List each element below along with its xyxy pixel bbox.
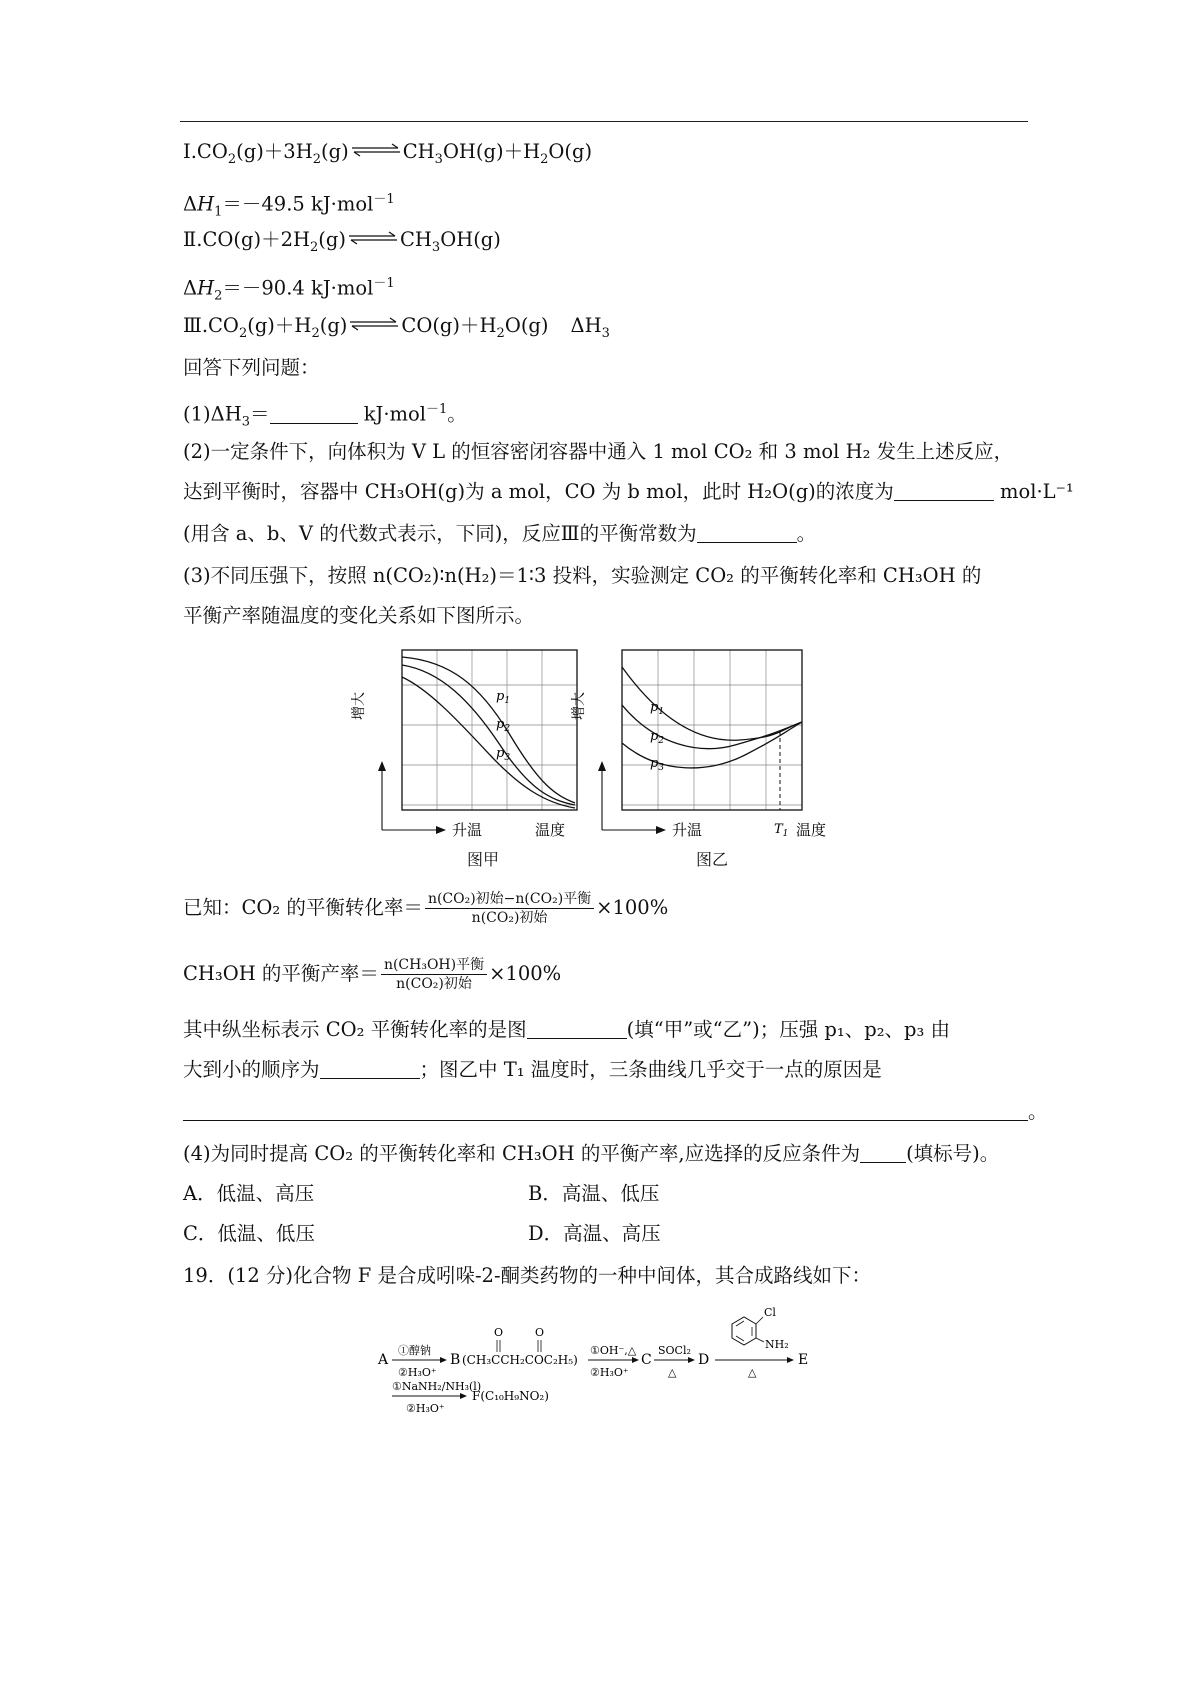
svg-text:①醇钠: ①醇钠 [398,1344,431,1357]
figure-jia [351,645,590,845]
header-rule [180,121,1028,122]
answer-blank-3a[interactable] [527,1020,627,1039]
svg-text:NH₂: NH₂ [765,1338,789,1351]
answer-blank-4[interactable] [860,1144,906,1163]
question-3b-line-3: 。 [183,1100,1048,1124]
known-conversion-formula: 已知：CO₂ 的平衡转化率＝ $\frac{\text{n(CO₂)初始−n(CO₂)平衡}}{\text{n(CO₂)初始}}$ ×100% [183,891,669,926]
delta-h2: $\Delta H_2=-90.4$ kJ·mol$^{-1}$ [183,276,395,304]
arrow-icon [440,1357,447,1363]
answer-blank-3b[interactable] [320,1060,420,1079]
question-3b-line-2: 大到小的顺序为 ；图乙中 T₁ 温度时，三条曲线几乎交于一点的原因是 [183,1058,882,1081]
svg-text:②H₃O⁺: ②H₃O⁺ [406,1402,445,1415]
curve-p2 [402,665,575,805]
answer-blank-3c[interactable] [183,1102,1028,1121]
arrow-icon [460,1393,467,1399]
svg-text:p2: $p_2$ [496,717,511,734]
svg-text:p3: $p_3$ [650,756,665,773]
svg-text:O: O [494,1326,504,1339]
caption-jia: 图甲 [467,850,500,869]
y-arrow-icon [598,761,606,771]
option-c[interactable]: C．低温、低压 [183,1222,315,1245]
question-3b-line-1: 其中纵坐标表示 CO₂ 平衡转化率的是图 (填“甲”或“乙”)；压强 p₁、p₂、p₃ 由 [183,1018,951,1041]
compound-c: C [641,1352,652,1368]
svg-text:②H₃O⁺: ②H₃O⁺ [590,1366,629,1379]
curve-p3 [622,722,802,768]
question-2-line-2: 达到平衡时，容器中 CH₃OH(g)为 a mol，CO 为 b mol，此时 H₂O(g)的浓度为 mol·L⁻¹ [183,480,1074,503]
svg-text:p3: $p_3$ [496,746,511,763]
curve-p3 [402,677,575,808]
svg-text:p2: $p_2$ [650,729,665,746]
svg-text:△: △ [668,1366,677,1379]
y-label: 增大 [351,692,367,720]
x-label-temp: 温度 [535,821,566,839]
curve-p2 [622,705,802,749]
svg-text:O: O [535,1326,545,1339]
reaction-1: $Ⅰ.CO_2(g)+3H_2(g)$ $CH_3OH(g)+H_2O(g)$ [183,140,593,167]
figure-yi [571,645,840,845]
compound-f: F(C₁₀H₉NO₂) [472,1389,549,1403]
x-label-heat: 升温 [672,821,703,839]
x-arrow-icon [656,826,666,834]
compound-e: E [798,1352,809,1368]
fraction-conversion: $\frac{\text{n(CO₂)初始−n(CO₂)平衡}}{\text{n(CO₂)初始}}$ [425,890,594,927]
question-3-line-2: 平衡产率随温度的变化关系如下图所示。 [183,604,535,627]
answer-blank-2a[interactable] [894,482,994,501]
option-a[interactable]: A．低温、高压 [183,1182,315,1205]
compound-d: D [698,1352,710,1368]
compound-a: A [378,1352,389,1368]
delta-h1: $\Delta H_1=-49.5$ kJ·mol$^{-1}$ [183,192,395,220]
arrow-icon [688,1357,695,1363]
y-arrow-icon [378,761,386,771]
svg-text:(CH₃CCH₂COC₂H₅): (CH₃CCH₂COC₂H₅) [462,1353,578,1367]
question-2-line-3: (用含 a、b、V 的代数式表示，下同)，反应Ⅲ的平衡常数为 。 [183,522,817,545]
equilibrium-arrow-icon [347,231,399,245]
arrow-icon [787,1357,794,1363]
svg-text:Cl: Cl [764,1306,776,1319]
question-4: (4)为同时提高 CO₂ 的平衡转化率和 CH₃OH 的平衡产率,应选择的反应条件为 (填标号)。 [183,1142,1000,1165]
option-d[interactable]: D．高温、高压 [528,1222,661,1245]
option-b[interactable]: B．高温、低压 [528,1182,660,1205]
t1-label: $T_1$ [774,822,789,839]
svg-text:②H₃O⁺: ②H₃O⁺ [398,1366,437,1379]
svg-text:①OH⁻,△: ①OH⁻,△ [590,1344,637,1357]
answer-blank-1[interactable] [270,405,358,424]
question-2-line-1: (2)一定条件下，向体积为 V L 的恒容密闭容器中通入 1 mol CO₂ 和 3 mol H₂ 发生上述反应， [183,440,1014,463]
caption-yi: 图乙 [696,850,729,869]
svg-text:p1: $p_1$ [496,689,511,706]
equilibrium-arrow-icon [350,143,402,157]
curve-p1 [402,657,575,803]
known-yield-formula: CH₃OH 的平衡产率＝ $\frac{\text{n(CH₃OH)平衡}}{\text{n(CO₂)初始}}$ ×100% [183,957,562,992]
equilibrium-arrow-icon [348,317,400,331]
svg-text:SOCl₂: SOCl₂ [658,1344,691,1357]
x-label-temp: 温度 [796,821,827,839]
x-label-heat: 升温 [452,821,483,839]
question-3-line-1: (3)不同压强下，按照 n(CO₂)∶n(H₂)＝1∶3 投料，实验测定 CO₂ 的平衡转化率和 CH₃OH 的 [183,564,982,587]
svg-text:①NaNH₂/NH₃(l): ①NaNH₂/NH₃(l) [392,1380,482,1393]
synthesis-scheme [370,1300,850,1420]
svg-text:△: △ [748,1366,757,1379]
reaction-3: $Ⅲ.CO_2(g)+H_2(g)$ $CO(g)+H_2O(g)$ $\Delta H_3$ [183,314,610,341]
svg-text:p1: $p_1$ [650,700,665,717]
reaction-2: $Ⅱ.CO(g)+2H_2(g)$ $CH_3OH(g)$ [183,228,501,255]
x-arrow-icon [436,826,446,834]
question-1: $(1)\Delta H_3= kJ\cdot mol^{-1}$。 [183,402,467,430]
arrow-icon [632,1357,639,1363]
question-19: 19．(12 分)化合物 F 是合成吲哚-2-酮类药物的一种中间体，其合成路线如下： [183,1264,872,1287]
compound-b: B [450,1352,461,1368]
answer-blank-2b[interactable] [697,524,797,543]
y-label: 增大 [571,692,587,720]
fraction-yield: $\frac{\text{n(CH₃OH)平衡}}{\text{n(CO₂)初始}}$ [381,956,487,993]
prompt-answer: 回答下列问题： [183,356,320,379]
